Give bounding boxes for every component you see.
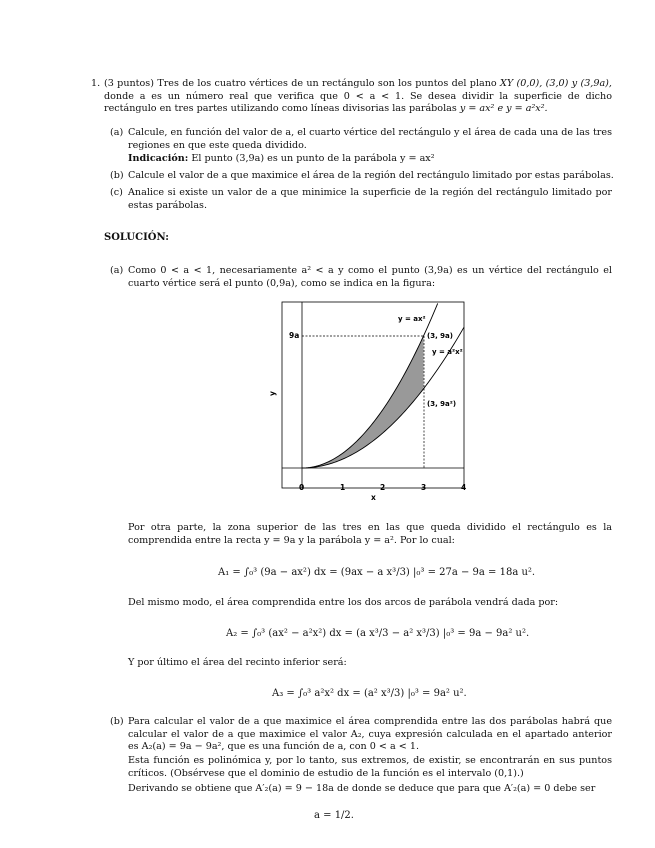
problem-number: 1. bbox=[91, 78, 101, 89]
problem-statement-2: donde a es un número real que verifica que 0 < a < 1. Se desea dividir la superficie de dicho rectángulo en bbox=[104, 90, 612, 115]
part-a-line1: Calcule, en función del valor de a, el cuarto vértice del rectángulo y el área de cada una de las tres bbox=[128, 127, 612, 138]
part-c-line2: parábolas. bbox=[156, 199, 208, 211]
problem-points-list: XY (0,0), (3,0) y (3,9a), bbox=[500, 78, 612, 89]
result-a-half: a = 1/2. bbox=[314, 810, 354, 821]
x-axis-label: x bbox=[371, 493, 376, 502]
x-tick-1: 1 bbox=[340, 483, 346, 492]
solution-b-line3: que es una función de a, con 0 < a < 1. bbox=[227, 741, 420, 753]
part-a-text bbox=[128, 127, 612, 152]
problem-points: (3 puntos) bbox=[104, 78, 154, 89]
solution-b-text-2 bbox=[128, 755, 612, 780]
solution-b-line5: (Obsérvese que el dominio de estudio de la función es el intervalo (0,1).) bbox=[170, 767, 524, 779]
label-point-3-9a2: (3, 9a²) bbox=[427, 400, 457, 408]
solution-a-label: (a) bbox=[110, 265, 124, 276]
lower-text: Y por último el área del recinto inferior será: bbox=[128, 657, 347, 668]
after-figure-text bbox=[128, 522, 612, 547]
part-c-line1: Analice si existe un valor de a que minimice la superficie de la región del rectángulo limitado por estas bbox=[128, 187, 612, 211]
part-c-text bbox=[128, 187, 612, 212]
y-axis-label: y bbox=[268, 391, 277, 396]
part-c-label: (c) bbox=[110, 187, 123, 198]
label-point-3-9a: (3, 9a) bbox=[427, 332, 453, 340]
equation-a2: A₂ = ∫₀³ (ax² − a²x²) dx = (a x³/3 − a² x³/3) |₀³ = 9a − 9a² u². bbox=[226, 628, 530, 639]
y-tick-9a: 9a bbox=[289, 331, 300, 340]
x-tick-0: 0 bbox=[299, 483, 305, 492]
x-tick-4: 4 bbox=[461, 483, 467, 492]
part-b-text: Calcule el valor de a que maximice el área de la región del rectángulo limitado por estas parábolas. bbox=[128, 170, 614, 181]
solution-a-line2: vértice será el punto (0,9a), como se indica en la figura: bbox=[162, 277, 436, 289]
problem-statement-3: tres partes utilizando como líneas divisorias las parábolas bbox=[174, 103, 457, 115]
x-tick-2: 2 bbox=[380, 483, 386, 492]
hint-text: El punto (3,9a) es un punto de la parábola y = ax² bbox=[191, 153, 435, 164]
part-b-label: (b) bbox=[110, 170, 124, 181]
solution-a-text bbox=[128, 265, 612, 290]
parabola-figure bbox=[262, 298, 476, 504]
solution-b-line1: Para calcular el valor de a que maximice el área comprendida entre las dos parábolas habrá que calcular el bbox=[128, 716, 612, 740]
part-a-line2: regiones en que este queda dividido. bbox=[128, 139, 307, 151]
after-figure-line1: Por otra parte, la zona superior de las tres en las que queda dividido el rectángulo es la comprendida bbox=[128, 522, 612, 546]
solution-a-line1: Como 0 < a < 1, necesariamente a² < a y como el punto (3,9a) es un vértice del rectángulo el cuarto bbox=[128, 265, 612, 289]
part-a-label: (a) bbox=[110, 127, 124, 138]
middle-text: Del mismo modo, el área comprendida entre los dos arcos de parábola vendrá dada por: bbox=[128, 597, 559, 608]
x-tick-3: 3 bbox=[421, 483, 427, 492]
solution-b-line2: valor de a que maximice el valor A₂, cuya expresión calculada en el apartado anterior es A₂(a) = 9a − 9a², bbox=[128, 728, 612, 753]
plot-frame bbox=[282, 302, 464, 488]
label-a2x2: y = a²x² bbox=[432, 348, 463, 356]
solution-b-text bbox=[128, 716, 612, 754]
equation-a3: A₃ = ∫₀³ a²x² dx = (a² x³/3) |₀³ = 9a² u². bbox=[272, 688, 467, 699]
problem-statement-1: Tres de los cuatro vértices de un rectángulo son los puntos del plano bbox=[157, 78, 497, 89]
solution-b-label: (b) bbox=[110, 716, 124, 727]
solution-heading: SOLUCIÓN: bbox=[104, 232, 169, 243]
problem-statement bbox=[104, 78, 612, 116]
solution-b-line4: Esta función es polinómica y, por lo tanto, sus extremos, de existir, se encontrarán en sus puntos críticos. bbox=[128, 755, 612, 779]
hint bbox=[128, 153, 435, 166]
equation-a1: A₁ = ∫₀³ (9a − ax²) dx = (9ax − a x³/3) |₀³ = 27a − 9a = 18a u². bbox=[218, 567, 536, 578]
label-ax2: y = ax² bbox=[398, 315, 426, 323]
solution-b-line6: Derivando se obtiene que A′₂(a) = 9 − 18a de donde se deduce que para que A′₂(a) = 0 debe ser bbox=[128, 783, 596, 794]
after-figure-line2: entre la recta y = 9a y la parábola y = a². Por lo cual: bbox=[194, 534, 455, 546]
hint-label: Indicación: bbox=[128, 153, 189, 164]
problem-parabolas: y = ax² e y = a²x². bbox=[459, 103, 548, 115]
